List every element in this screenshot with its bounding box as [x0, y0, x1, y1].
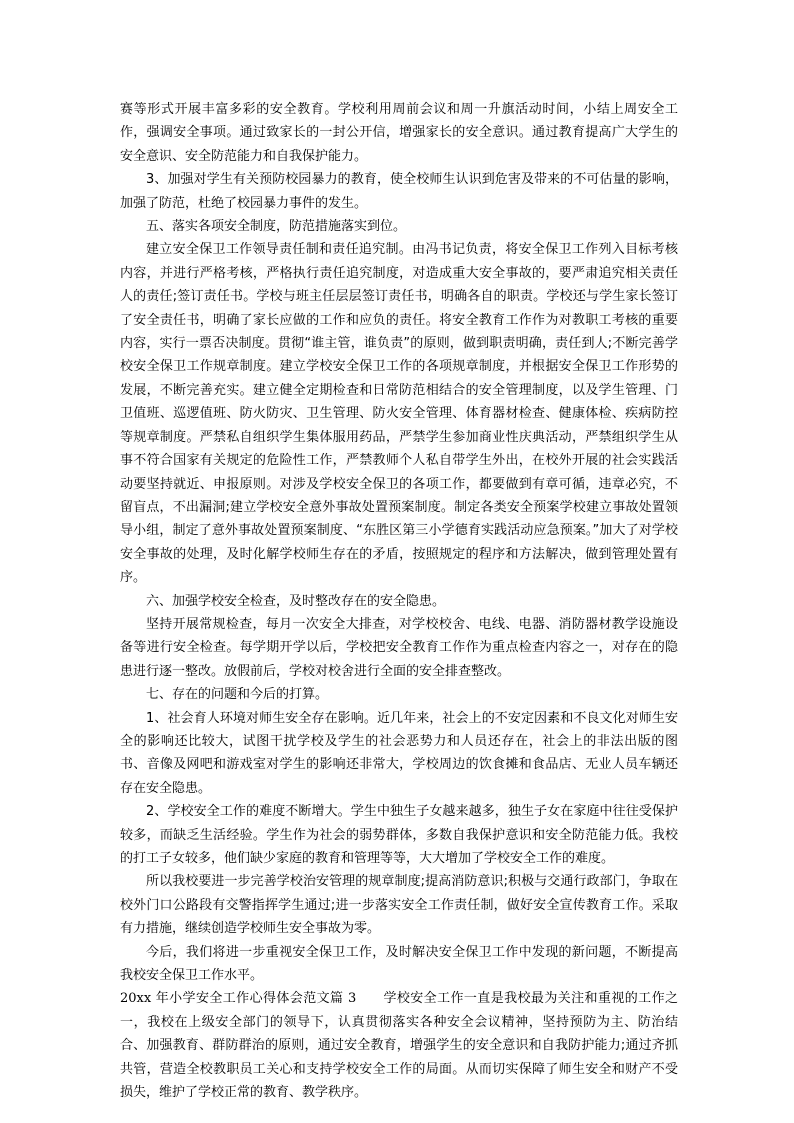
next-article-title: 20xx 年小学安全工作心得体会范文篇 3: [120, 991, 357, 1007]
paragraph: 1、社会育人环境对师生安全存在影响。近几年来，社会上的不安定因素和不良文化对师生安全的影响还比较大，试图干扰学校及学生的社会恶势力和人员还存在，社会上的非法出版的图书、音像及网吧和游戏室对学生的影响还非常大，学校周边的饮食摊和食品店、无业人员车辆还存在安全隐患。: [120, 710, 678, 796]
paragraph: 3、加强对学生有关预防校园暴力的教育，使全校师生认识到危害及带来的不可估量的影响，加强了防范，杜绝了校园暴力事件的发生。: [120, 172, 678, 211]
paragraph: 今后，我们将进一步重视安全保卫工作，及时解决安全保卫工作中发现的新问题，不断提高我校安全保卫工作水平。: [120, 944, 678, 984]
paragraph: 所以我校要进一步完善学校治安管理的规章制度;提高消防意识;积极与交通行政部门，争取在校外门口公路段有交警指挥学生通过;进一步落实安全工作责任制，做好安全宣传教育工作。采取有力措施，继续创造学校师生安全事故为零。: [120, 874, 678, 937]
paragraph: 坚持开展常规检查，每月一次安全大排查，对学校校舍、电线、电器、消防器材教学设施设备等进行安全检查。每学期开学以后，学校把安全教育工作作为重点检查内容之一，对存在的隐患进行逐一整改。放假前后，学校对校舍进行全面的安全排查整改。: [120, 616, 678, 679]
section-heading: 六、加强学校安全检查，及时整改存在的安全隐患。: [146, 593, 446, 609]
next-article-paragraph: [120, 987, 678, 1104]
document-body: [120, 98, 678, 1104]
section-heading: 五、落实各项安全制度，防范措施落实到位。: [146, 219, 407, 235]
paragraph: 2、学校安全工作的难度不断增大。学生中独生子女越来越多，独生子女在家庭中往往受保护较多，而缺乏生活经验。学生作为社会的弱势群体，多数自我保护意识和安全防范能力低。我校的打工子女较多，他们缺少家庭的教育和管理等等，大大增加了学校安全工作的难度。: [120, 804, 678, 866]
paragraph: 建立安全保卫工作领导责任制和责任追究制。由冯书记负责，将安全保卫工作列入目标考核内容，并进行严格考核，严格执行责任追究制度，对造成重大安全事故的，要严肃追究相关责任人的责任;签订责任书。学校与班主任层层签订责任书，明确各自的职责。学校还与学生家长签订了安全责任书，明确了家长应做的工作和应负的责任。将安全教育工作作为对教职工考核的重要内容，实行一票否决制度。贯彻“谁主管，谁负责”的原则，做到职责明确，责任到人;不断完善学校安全保卫工作规章制度。建立学校安全保卫工作的各项规章制度，并根据安全保卫工作形势的发展，不断完善充实。建立健全定期检查和日常防范相结合的安全管理制度，以及学生管理、门卫值班、巡逻值班、防火防灾、卫生管理、防火安全管理、体育器材检查、健康体检、疾病防控等规章制度。严禁私自组织学生集体服用药品，严禁学生参加商业性庆典活动，严禁组织学生从事不符合国家有关规定的危险性工作，严禁教师个人私自带学生外出，在校外开展的社会实践活动要坚持就近、申报原则。对涉及学校安全保卫的各项工作，都要做到有章可循，违章必究，不留盲点，不出漏洞;建立学校安全意外事故处置预案制度。制定各类安全预案学校建立事故处置领导小组，制定了意外事故处置预案制度、“东胜区第三小学德育实践活动应急预案。”加大了对学校安全事故的处理，及时化解学校师生存在的矛盾，按照规定的程序和方法解决，做到管理处置有序。: [120, 242, 678, 586]
section-heading: 七、存在的问题和今后的打算。: [146, 687, 329, 703]
next-article-body: 学校安全工作一直是我校最为关注和重视的工作之一，我校在上级安全部门的领导下，认真贯彻落实各种安全会议精神，坚持预防为主、防治结合、加强教育、群防群治的原则，通过安全教育，增强学生的安全意识和自我防护能力;通过齐抓共管，营造全校教职员工关心和支持学校安全工作的局面。从而切实保障了师生安全和财产不受损失，维护了学校正常的教育、教学秩序。: [120, 991, 678, 1101]
title-gap: [356, 991, 383, 1006]
paragraph: 赛等形式开展丰富多彩的安全教育。学校利用周前会议和周一升旗活动时间，小结上周安全工作，强调安全事项。通过致家长的一封公开信，增强家长的安全意识。通过教育提高广大学生的安全意识、安全防范能力和自我保护能力。: [120, 102, 678, 164]
